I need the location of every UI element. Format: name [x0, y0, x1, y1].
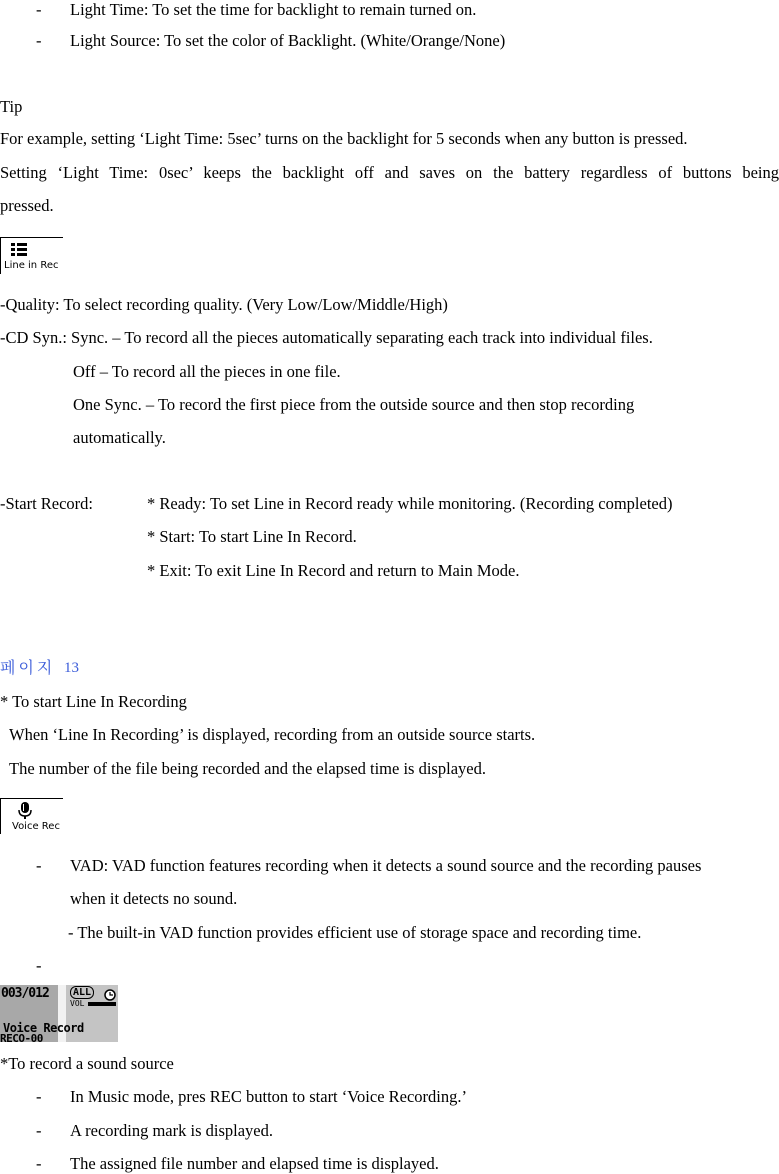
vad-text: - The built-in VAD function provides efficient use of storage space and recording time.: [68, 923, 642, 942]
line-in-recording-title: * To start Line In Recording: [0, 692, 187, 711]
vad-text: when it detects no sound.: [70, 889, 238, 908]
line-in-recording-text: When ‘Line In Recording’ is displayed, recording from an outside source starts.: [9, 725, 536, 744]
tip-heading: Tip: [0, 97, 23, 116]
lcd-counter: 003/012: [1, 986, 49, 1001]
list-text: Light Source: To set the color of Backlight. (White/Orange/None): [70, 31, 506, 50]
icon-label: Voice Rec: [12, 821, 60, 832]
lcd-mode-badge: ALL: [70, 986, 94, 999]
tip-line: Setting ‘Light Time: 0sec’ keeps the backlight off and saves on the battery regardless of buttons being: [0, 163, 779, 182]
quality-text: -Quality: To select recording quality. (Very Low/Low/Middle/High): [0, 295, 448, 314]
list-text: The assigned file number and elapsed time is displayed.: [70, 1154, 439, 1173]
list-text: Light Time: To set the time for backlight to remain turned on.: [70, 0, 477, 19]
page-number: 13: [64, 660, 79, 676]
list-dash: -: [36, 31, 42, 50]
record-clock-icon: [104, 986, 116, 998]
line-in-recording-text: The number of the file being recorded and the elapsed time is displayed.: [9, 759, 486, 778]
list-dash: -: [36, 856, 42, 875]
cd-sync-line: Off – To record all the pieces in one file.: [73, 362, 341, 381]
cd-sync-line: automatically.: [73, 428, 166, 447]
start-record-exit: * Exit: To exit Line In Record and return to Main Mode.: [147, 561, 520, 580]
start-record-start: * Start: To start Line In Record.: [147, 527, 357, 546]
lcd-title: Voice Record: [3, 1021, 84, 1035]
list-dash: -: [36, 0, 42, 19]
tip-line: pressed.: [0, 196, 54, 215]
list-text: In Music mode, pres REC button to start ‘Voice Recording.’: [70, 1087, 468, 1106]
list-dash: -: [36, 1154, 42, 1173]
lcd-volume-label: VOL: [70, 999, 85, 1008]
list-dash: -: [36, 956, 42, 975]
start-record-label: -Start Record:: [0, 494, 94, 513]
voice-rec-icon-box: [0, 798, 63, 834]
list-dash: -: [36, 1087, 42, 1106]
vad-text: VAD: VAD function features recording when it detects a sound source and the recording pauses: [70, 856, 702, 875]
lcd-file-name: RECO-00: [0, 1032, 43, 1042]
record-source-title: *To record a sound source: [0, 1054, 174, 1073]
cd-sync-line: One Sync. – To record the first piece from the outside source and then stop recording: [73, 395, 635, 414]
list-text: A recording mark is displayed.: [70, 1121, 273, 1140]
tip-line: For example, setting ‘Light Time: 5sec’ turns on the backlight for 5 seconds when any button is pressed.: [0, 129, 688, 148]
menu-list-icon: [11, 241, 27, 255]
page-ref-label: 페이지: [0, 658, 56, 677]
lcd-screen: [0, 985, 118, 1042]
start-record-ready: * Ready: To set Line in Record ready while monitoring. (Recording completed): [147, 494, 673, 513]
volume-bar: [88, 1002, 116, 1006]
list-dash: -: [36, 1121, 42, 1140]
icon-label: Line in Rec: [4, 260, 59, 271]
microphone-icon: [17, 802, 33, 820]
cd-sync-line: -CD Syn.: Sync. – To record all the pieces automatically separating each track into individual files.: [0, 328, 653, 347]
line-in-rec-icon-box: [0, 237, 63, 274]
